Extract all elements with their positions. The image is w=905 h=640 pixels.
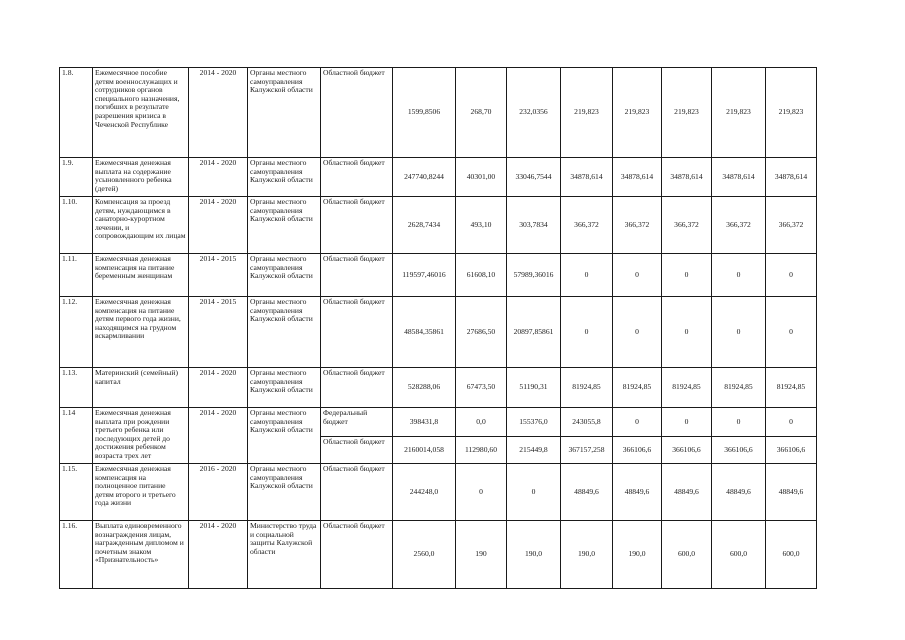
table-row — [60, 68, 867, 158]
amount-cell: 366106,6 — [613, 437, 662, 464]
amount-cell: 190,0 — [561, 521, 613, 589]
amount-cell: 48849,6 — [613, 464, 662, 521]
amount-cell: 2628,7434 — [393, 197, 456, 254]
measure-name: Ежемесячное пособие детям военнослужащих и сотрудников органов специального назначения, погибших в результате разрешения кризиса в Чеченской Республике — [93, 68, 189, 158]
amount-cell: 0 — [613, 408, 662, 437]
measure-name: Ежемесячная денежная компенсация на питание детям первого года жизни, находящимся на грудном вскармливании — [93, 297, 189, 368]
amount-cell: 600,0 — [712, 521, 766, 589]
amount-cell: 366106,6 — [662, 437, 712, 464]
executor: Органы местного самоуправления Калужской области — [248, 158, 321, 197]
amount-cell: 34878,614 — [712, 158, 766, 197]
row-number: 1.11. — [60, 254, 93, 297]
amount-cell: 190 — [456, 521, 507, 589]
row-number: 1.15. — [60, 464, 93, 521]
amount-cell: 366,372 — [561, 197, 613, 254]
amount-cell: 0 — [766, 408, 817, 437]
funding-source: Областной бюджет — [321, 368, 393, 408]
amount-cell: 48584,35861 — [393, 297, 456, 368]
executor: Органы местного самоуправления Калужской области — [248, 297, 321, 368]
program-table — [59, 67, 867, 589]
table-row — [60, 158, 867, 197]
amount-cell: 0 — [662, 408, 712, 437]
amount-cell: 219,823 — [662, 68, 712, 158]
amount-cell: 40301,00 — [456, 158, 507, 197]
amount-cell: 219,823 — [712, 68, 766, 158]
funding-source: Областной бюджет — [321, 197, 393, 254]
measure-name: Ежемесячная денежная компенсация на полноценное питание детям второго и третьего года жизни — [93, 464, 189, 521]
amount-cell: 34878,614 — [766, 158, 817, 197]
period: 2014 - 2020 — [189, 408, 248, 464]
executor: Органы местного самоуправления Калужской области — [248, 408, 321, 464]
executor: Органы местного самоуправления Калужской области — [248, 68, 321, 158]
funding-source: Областной бюджет — [321, 437, 393, 464]
period: 2014 - 2020 — [189, 158, 248, 197]
amount-cell: 366,372 — [766, 197, 817, 254]
amount-cell: 67473,50 — [456, 368, 507, 408]
amount-cell: 81924,85 — [561, 368, 613, 408]
row-number: 1.8. — [60, 68, 93, 158]
amount-cell: 366,372 — [613, 197, 662, 254]
amount-cell: 81924,85 — [766, 368, 817, 408]
amount-cell: 600,0 — [662, 521, 712, 589]
table-row — [60, 297, 867, 368]
amount-cell: 119597,46016 — [393, 254, 456, 297]
funding-source: Федеральный бюджет — [321, 408, 393, 437]
table-row — [60, 521, 867, 589]
executor: Министерство труда и социальной защиты Калужской области — [248, 521, 321, 589]
amount-cell: 0 — [507, 464, 561, 521]
amount-cell: 1599,8506 — [393, 68, 456, 158]
amount-cell: 528288,06 — [393, 368, 456, 408]
period: 2014 - 2020 — [189, 197, 248, 254]
row-number: 1.14 — [60, 408, 93, 464]
amount-cell: 243055,8 — [561, 408, 613, 437]
amount-cell: 493,10 — [456, 197, 507, 254]
amount-cell: 2560,0 — [393, 521, 456, 589]
measure-name: Ежемесячная денежная выплата при рождении третьего ребенка или последующих детей до достижения ребенком возраста трех лет — [93, 408, 189, 464]
period: 2016 - 2020 — [189, 464, 248, 521]
row-number: 1.10. — [60, 197, 93, 254]
table-body — [60, 68, 867, 589]
table-row — [60, 254, 867, 297]
amount-cell: 219,823 — [613, 68, 662, 158]
amount-cell: 81924,85 — [712, 368, 766, 408]
measure-name: Материнский (семейный) капитал — [93, 368, 189, 408]
amount-cell: 232,0356 — [507, 68, 561, 158]
amount-cell: 219,823 — [561, 68, 613, 158]
amount-cell: 155376,0 — [507, 408, 561, 437]
amount-cell: 0 — [662, 254, 712, 297]
amount-cell: 366,372 — [712, 197, 766, 254]
amount-cell: 366,372 — [662, 197, 712, 254]
amount-cell: 81924,85 — [613, 368, 662, 408]
amount-cell: 48849,6 — [662, 464, 712, 521]
amount-cell: 81924,85 — [662, 368, 712, 408]
amount-cell: 33046,7544 — [507, 158, 561, 197]
amount-cell: 61608,10 — [456, 254, 507, 297]
amount-cell: 48849,6 — [712, 464, 766, 521]
amount-cell: 367157,258 — [561, 437, 613, 464]
amount-cell: 0,0 — [456, 408, 507, 437]
amount-cell: 366106,6 — [766, 437, 817, 464]
row-number: 1.9. — [60, 158, 93, 197]
row-number: 1.12. — [60, 297, 93, 368]
amount-cell: 268,70 — [456, 68, 507, 158]
funding-source: Областной бюджет — [321, 254, 393, 297]
amount-cell: 219,823 — [766, 68, 817, 158]
table-row — [60, 408, 867, 437]
amount-cell: 57989,36016 — [507, 254, 561, 297]
amount-cell: 34878,614 — [561, 158, 613, 197]
executor: Органы местного самоуправления Калужской области — [248, 254, 321, 297]
amount-cell: 112980,60 — [456, 437, 507, 464]
amount-cell: 0 — [712, 297, 766, 368]
measure-name: Выплата единовременного вознаграждения лицам, награжденным дипломом и почетным знаком «Признательность» — [93, 521, 189, 589]
amount-cell: 0 — [712, 408, 766, 437]
period: 2014 - 2020 — [189, 68, 248, 158]
amount-cell: 0 — [456, 464, 507, 521]
amount-cell: 190,0 — [613, 521, 662, 589]
period: 2014 - 2015 — [189, 254, 248, 297]
executor: Органы местного самоуправления Калужской области — [248, 368, 321, 408]
period: 2014 - 2020 — [189, 521, 248, 589]
amount-cell: 0 — [766, 254, 817, 297]
amount-cell: 48849,6 — [561, 464, 613, 521]
period: 2014 - 2020 — [189, 368, 248, 408]
amount-cell: 27686,50 — [456, 297, 507, 368]
amount-cell: 215449,8 — [507, 437, 561, 464]
measure-name: Ежемесячная денежная компенсация на питание беременным женщинам — [93, 254, 189, 297]
amount-cell: 0 — [561, 254, 613, 297]
amount-cell: 244248,0 — [393, 464, 456, 521]
amount-cell: 600,0 — [766, 521, 817, 589]
amount-cell: 0 — [613, 254, 662, 297]
amount-cell: 247740,8244 — [393, 158, 456, 197]
funding-source: Областной бюджет — [321, 68, 393, 158]
amount-cell: 51190,31 — [507, 368, 561, 408]
amount-cell: 0 — [766, 297, 817, 368]
amount-cell: 303,7834 — [507, 197, 561, 254]
measure-name: Компенсация за проезд детям, нуждающимся в санаторно-курортном лечении, и сопровождающим их лицам — [93, 197, 189, 254]
funding-source: Областной бюджет — [321, 158, 393, 197]
table-row — [60, 464, 867, 521]
executor: Органы местного самоуправления Калужской области — [248, 464, 321, 521]
row-number: 1.16. — [60, 521, 93, 589]
table-row — [60, 368, 867, 408]
period: 2014 - 2015 — [189, 297, 248, 368]
amount-cell: 2160014,058 — [393, 437, 456, 464]
funding-source: Областной бюджет — [321, 297, 393, 368]
amount-cell: 0 — [613, 297, 662, 368]
amount-cell: 0 — [662, 297, 712, 368]
amount-cell: 0 — [561, 297, 613, 368]
amount-cell: 190,0 — [507, 521, 561, 589]
amount-cell: 34878,614 — [662, 158, 712, 197]
table-row — [60, 197, 867, 254]
amount-cell: 0 — [712, 254, 766, 297]
amount-cell: 366106,6 — [712, 437, 766, 464]
funding-source: Областной бюджет — [321, 521, 393, 589]
funding-source: Областной бюджет — [321, 464, 393, 521]
amount-cell: 20897,85861 — [507, 297, 561, 368]
amount-cell: 398431,8 — [393, 408, 456, 437]
amount-cell: 48849,6 — [766, 464, 817, 521]
amount-cell: 34878,614 — [613, 158, 662, 197]
executor: Органы местного самоуправления Калужской области — [248, 197, 321, 254]
measure-name: Ежемесячная денежная выплата на содержание усыновленного ребенка (детей) — [93, 158, 189, 197]
row-number: 1.13. — [60, 368, 93, 408]
